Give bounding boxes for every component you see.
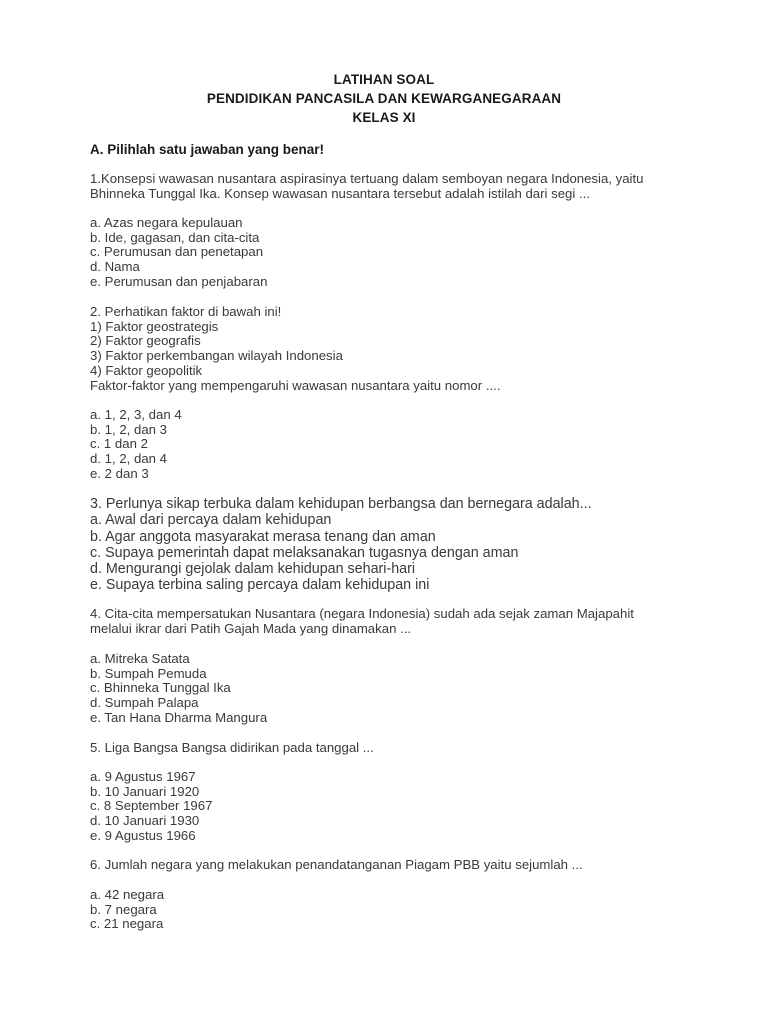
question-4 [90,607,700,636]
question-text: Bhinneka Tunggal Ika. Konsep wawasan nusantara tersebut adalah istilah dari segi ... [90,185,590,201]
question-5-options [90,770,700,844]
question-2-options [90,408,700,482]
answer-option: a. 42 negara [90,887,165,902]
factor-item: 1) Faktor geostrategis [90,318,219,334]
answer-option: a. Mitreka Satata [90,651,190,666]
doc-title: LATIHAN SOAL [333,72,435,87]
answer-option: a. Azas negara kepulauan [90,215,243,230]
question-3 [90,496,710,594]
factor-item: 3) Faktor perkembangan wilayah Indonesia [90,348,343,364]
question-text: 3. Perlunya sikap terbuka dalam kehidupan berbangsa dan bernegara adalah... [90,496,592,512]
question-4-options [90,652,700,726]
factor-item: 2) Faktor geografis [90,333,201,349]
question-6 [90,858,700,873]
answer-option: c. 21 negara [90,916,164,932]
answer-option: c. Perumusan dan penetapan [90,244,264,260]
doc-subject: PENDIDIKAN PANCASILA DAN KEWARGANEGARAAN [206,91,562,106]
answer-option: e. Tan Hana Dharma Mangura [90,709,268,725]
answer-option: b. Agar anggota masyarakat merasa tenang dan aman [90,528,436,545]
question-1 [90,172,700,201]
answer-option: a. 1, 2, 3, dan 4 [90,407,182,422]
section-title: A. Pilihlah satu jawaban yang benar! [90,142,325,157]
question-2 [90,305,700,393]
answer-option: c. Supaya pemerintah dapat melaksanakan tugasnya dengan aman [90,544,519,561]
answer-option: d. 10 Januari 1930 [90,813,200,829]
answer-option: a. Awal dari percaya dalam kehidupan [90,512,332,529]
question-5 [90,741,700,756]
answer-option: a. 9 Agustus 1967 [90,769,196,784]
answer-option: e. Supaya terbina saling percaya dalam kehidupan ini [90,577,430,594]
answer-option: d. Sumpah Palapa [90,695,199,711]
answer-option: e. Perumusan dan penjabaran [90,273,268,289]
question-6-options [90,888,700,932]
question-text: 6. Jumlah negara yang melakukan penandatanganan Piagam PBB yaitu sejumlah ... [90,857,583,872]
answer-option: b. 1, 2, dan 3 [90,421,167,437]
answer-option: b. 7 negara [90,901,157,917]
question-text: melalui ikrar dari Patih Gajah Mada yang dinamakan ... [90,620,412,636]
answer-option: e. 9 Agustus 1966 [90,827,196,843]
factor-item: 4) Faktor geopolitik [90,362,203,378]
doc-class: KELAS XI [352,110,416,125]
answer-option: d. 1, 2, dan 4 [90,451,167,467]
question-text: 5. Liga Bangsa Bangsa didirikan pada tanggal ... [90,740,374,755]
answer-option: d. Nama [90,259,140,275]
question-text: Faktor-faktor yang mempengaruhi wawasan nusantara yaitu nomor .... [90,377,501,393]
question-text: 1.Konsepsi wawasan nusantara aspirasinya tertuang dalam semboyan negara Indonesia, yaitu [90,171,644,186]
question-text: 4. Cita-cita mempersatukan Nusantara (negara Indonesia) sudah ada sejak zaman Majapahit [90,606,634,621]
answer-option: b. 10 Januari 1920 [90,783,200,799]
answer-option: b. Ide, gagasan, dan cita-cita [90,229,260,245]
answer-option: c. Bhinneka Tunggal Ika [90,680,231,696]
answer-option: c. 8 September 1967 [90,798,213,814]
document-header [0,70,768,127]
answer-option: d. Mengurangi gejolak dalam kehidupan sehari-hari [90,561,416,578]
answer-option: c. 1 dan 2 [90,436,148,452]
answer-option: e. 2 dan 3 [90,465,149,481]
answer-option: b. Sumpah Pemuda [90,665,207,681]
question-text: 2. Perhatikan faktor di bawah ini! [90,304,282,319]
question-1-options [90,216,700,290]
